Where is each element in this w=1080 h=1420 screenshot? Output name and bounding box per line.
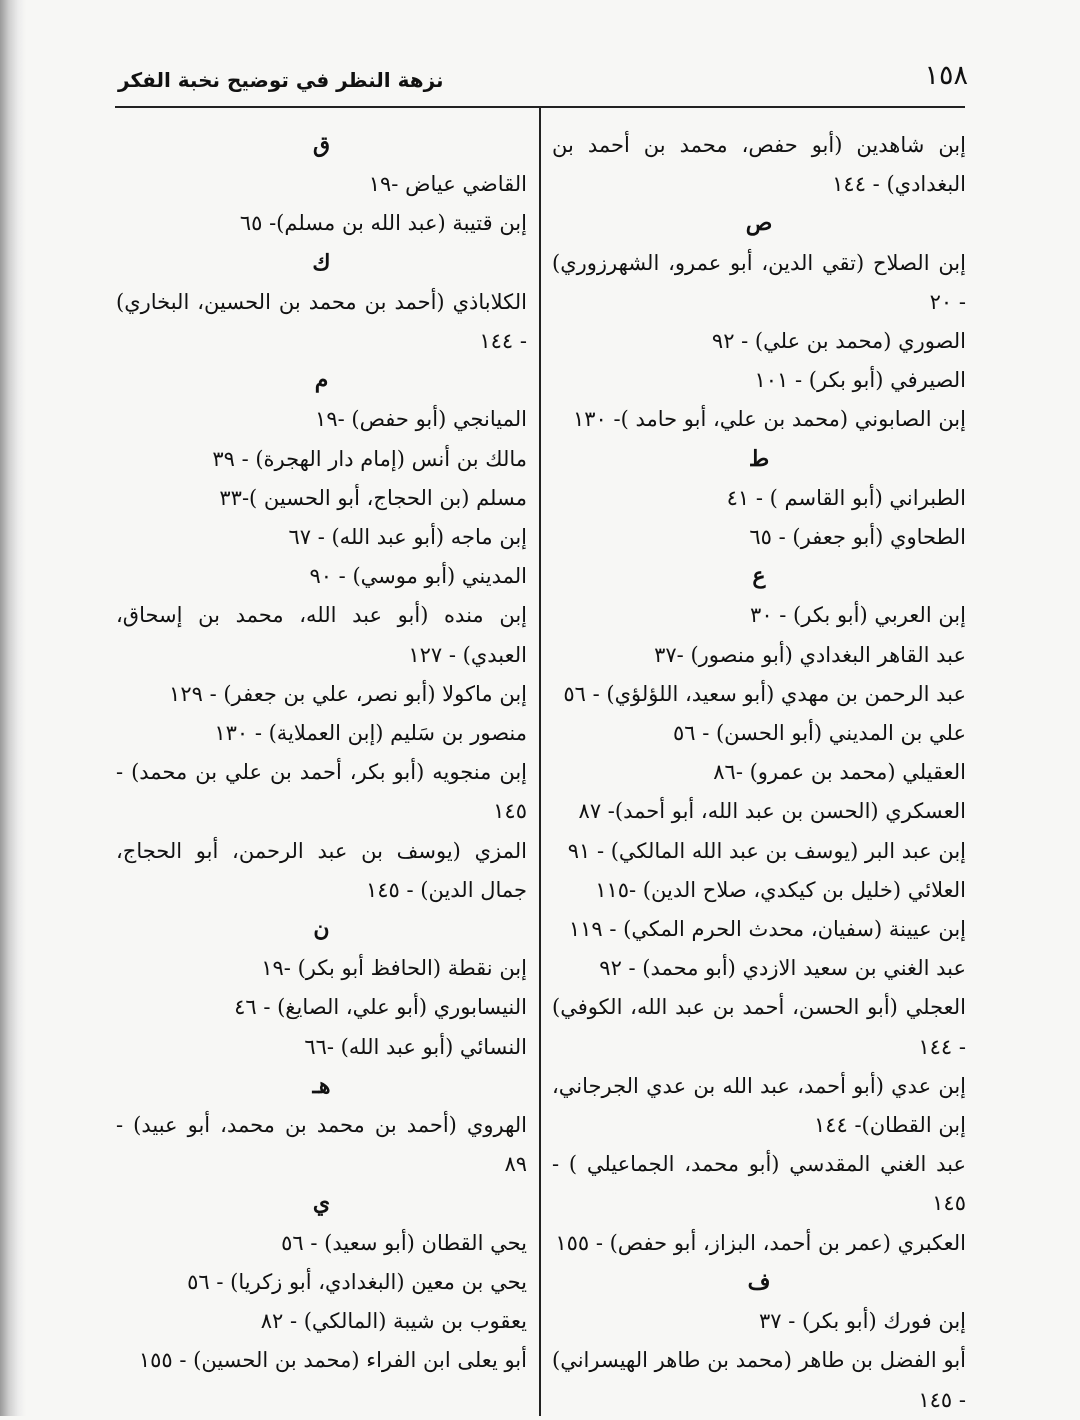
index-entry: النسائي (أبو عبد الله) -٦٦ [304, 1034, 527, 1059]
index-letter-heading: ي [312, 1190, 331, 1217]
index-entry: مسلم (بن الحجاج، أبو الحسين )-٣٣ [219, 485, 527, 510]
index-entry: إبن العربي (أبو بكر) - ٣٠ [750, 603, 966, 628]
index-entry: العسكري (الحسن بن عبد الله، أبو أحمد)- ٨٧ [578, 799, 966, 824]
index-letter-heading: ص [745, 210, 773, 237]
index-entry: إبن شاهدين (أبو حفص، محمد بن أحمد بن البغدادي) - ١٤٤ [552, 133, 966, 197]
index-entry: عبد القاهر البغدادي (أبو منصور) -٣٧ [654, 642, 966, 667]
index-entry: إبن منده (أبو عبد الله، محمد بن إسحاق، العبدي) - ١٢٧ [116, 603, 527, 667]
index-entry: إبن منجويه (أبو بكر، أحمد بن علي بن محمد) - ١٤٥ [116, 760, 527, 824]
index-entry: يعقوب بن شيبة (المالكي) - ٨٢ [260, 1309, 527, 1334]
index-entry: الصيرفي (أبو بكر) - ١٠١ [754, 368, 966, 393]
index-entry: المزي (يوسف بن عبد الرحمن، أبو الحجاج، جمال الدين) - ١٤٥ [116, 838, 527, 902]
index-entry: الميانجي (أبو حفص) -١٩ [315, 407, 527, 432]
index-letter-heading: ن [313, 916, 330, 943]
index-letter-heading: ط [748, 445, 770, 472]
index-entry: إبن ماجه (أبو عبد الله) - ٦٧ [288, 525, 527, 550]
page-header [0, 0, 1080, 110]
index-entry: إبن نقطة (الحافظ أبو بكر) -١٩ [261, 956, 527, 981]
page-number: ١٥٨ [924, 60, 968, 91]
index-letter-heading: م [314, 367, 329, 394]
index-entry: العجلي (أبو الحسن، أحمد بن عبد الله، الكوفي) - ١٤٤ [552, 995, 966, 1059]
index-entry: القاضي عياض -١٩ [368, 172, 527, 197]
index-letter-heading: هـ [312, 1072, 331, 1099]
index-entry: إبن قتيبة (عبد الله بن مسلم)- ٦٥ [239, 211, 527, 236]
index-entry: الهروي (أحمد بن محمد بن محمد، أبو عبيد) - ٨٩ [116, 1113, 527, 1177]
index-entry: يحي بن معين (البغدادي، أبو زكريا) - ٥٦ [187, 1269, 527, 1294]
index-entry: إبن عدي (أبو أحمد، عبد الله بن عدي الجرجاني، إبن القطان)- ١٤٤ [552, 1073, 966, 1138]
running-title: نزهة النظر في توضيح نخبة الفكر [118, 68, 444, 92]
index-letter-heading: ف [747, 1268, 771, 1295]
index-entry: منصور بن سَليم (إبن العملاية) - ١٣٠ [214, 721, 527, 746]
index-letter-heading: ع [752, 563, 766, 590]
column-divider [539, 107, 541, 1416]
index-entry: الكلاباذي (أحمد بن محمد بن الحسين، البخاري) - ١٤٤ [116, 289, 527, 354]
index-entry: علي بن المديني (أبو الحسن) - ٥٦ [672, 721, 966, 746]
index-entry: يحي القطان (أبو سعيد) - ٥٦ [281, 1230, 527, 1255]
index-entry: العلائي (خليل بن كيكدي، صلاح الدين) -١١٥ [595, 877, 966, 902]
index-entry: أبو الفضل بن طاهر (محمد بن طاهر الهيسراني) - ١٤٥ [552, 1348, 966, 1412]
index-entry: إبن الصلاح (تقي الدين، أبو عمرو، الشهرزوري) - ٢٠ [552, 250, 966, 314]
index-entry: الصوري (محمد بن علي) - ٩٢ [711, 329, 966, 354]
index-entry: مالك بن أنس (إمام دار الهجرة) - ٣٩ [212, 446, 527, 471]
index-entry: الطحاوي (أبو جعفر) - ٦٥ [749, 525, 966, 550]
index-entry: إبن عبد البر (يوسف بن عبد الله المالكي) - ٩١ [567, 838, 966, 863]
index-column-left [116, 126, 527, 1381]
index-entry: العقيلي (محمد بن عمرو) -٨٦ [713, 760, 966, 785]
index-entry: المديني (أبو موسي) - ٩٠ [309, 564, 527, 589]
book-spine-shadow [0, 0, 26, 1416]
index-letter-heading: ق [312, 132, 331, 158]
index-entry: عبد الرحمن بن مهدي (أبو سعيد، اللؤلؤي) - ٥٦ [563, 681, 966, 706]
index-entry: العكبري (عمر بن أحمد، البزاز، أبو حفص) - ١٥٥ [555, 1230, 966, 1255]
index-column-right [552, 126, 966, 1420]
index-entry: النيسابوري (أبو علي، الصايغ) - ٤٦ [234, 995, 527, 1020]
index-entry: عبد الغني المقدسي (أبو محمد، الجماعيلي ) - ١٤٥ [552, 1152, 966, 1216]
index-entry: إبن فورك (أبو بكر) - ٣٧ [759, 1309, 966, 1334]
index-entry: إبن الصابوني (محمد بن علي، أبو حامد )- ١٣٠ [572, 407, 966, 432]
index-letter-heading: ك [312, 249, 331, 276]
index-entry: إبن ماكولا (أبو نصر، علي بن جعفر) - ١٢٩ [169, 681, 527, 706]
index-entry: الطبراني (أبو القاسم ) - ٤١ [726, 485, 966, 510]
index-entry: أبو يعلى ابن الفراء (محمد بن الحسين) - ١٥٥ [138, 1348, 527, 1373]
index-entry: عبد الغني بن سعيد الازدي (أبو محمد) - ٩٢ [599, 956, 966, 981]
index-entry: إبن عيينة (سفيان، محدث الحرم المكي) - ١١٩ [568, 917, 966, 942]
